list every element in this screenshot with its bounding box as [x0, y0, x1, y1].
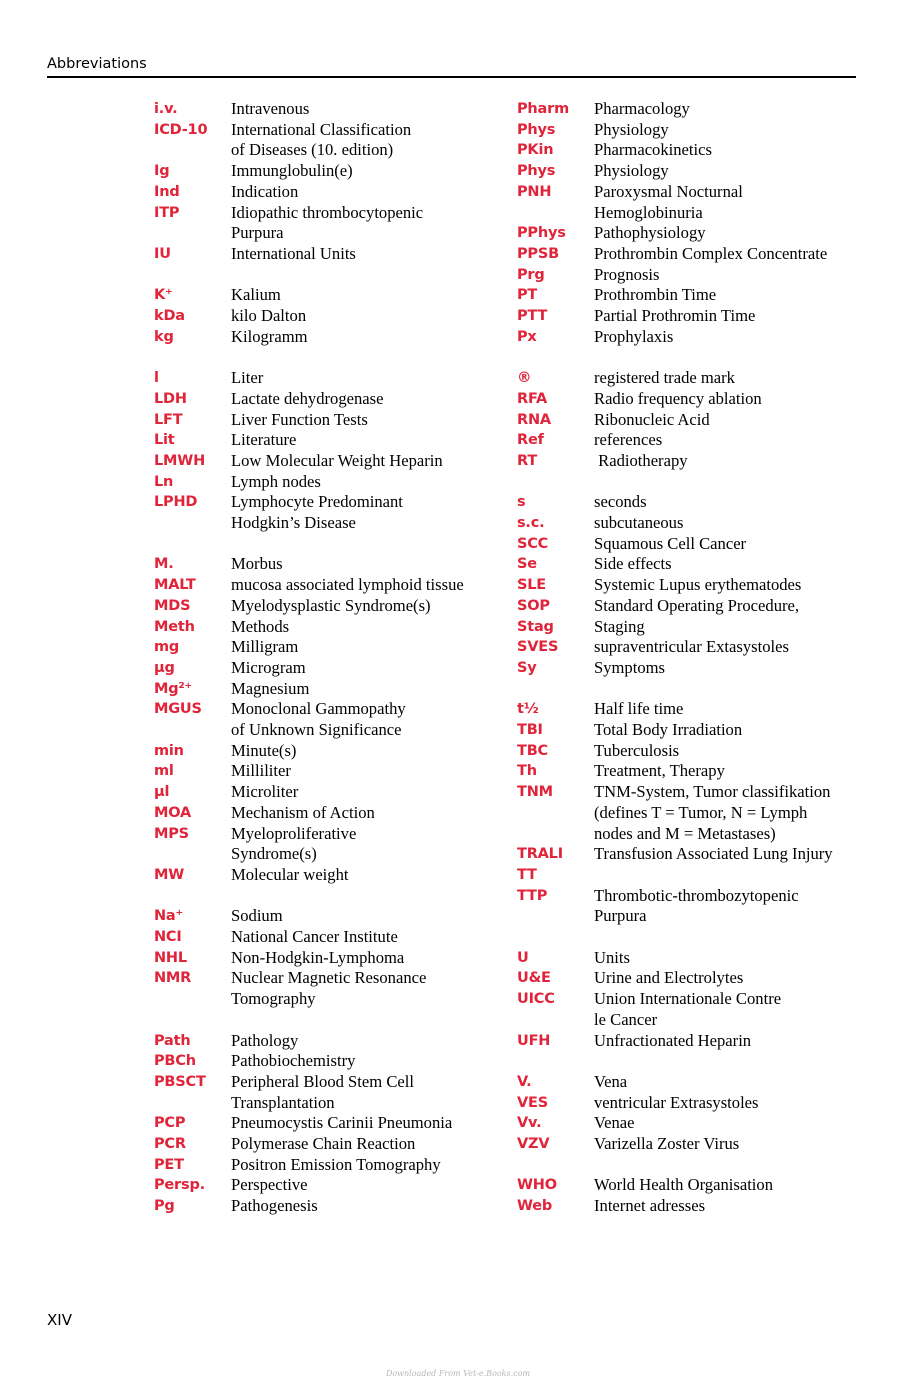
abbreviation-term: V.: [517, 1073, 532, 1090]
abbreviation-entry: [517, 513, 877, 534]
abbreviation-definition: Lactate dehydrogenase: [231, 388, 384, 408]
abbreviation-definition: Liter: [231, 368, 264, 388]
abbreviation-definition: kilo Dalton: [231, 306, 307, 326]
abbreviation-entry: [154, 824, 504, 865]
abbreviation-definition: Half life time: [594, 699, 684, 719]
abbreviation-definition: Milliliter: [231, 761, 291, 781]
abbreviation-definition: Thrombotic-thrombozytopenic Purpura: [594, 885, 799, 926]
abbreviation-entry: [154, 430, 504, 451]
abbreviation-definition: Ribonucleic Acid: [594, 409, 710, 429]
abbreviation-definition: Radio frequency ablation: [594, 388, 762, 408]
abbreviation-entry: [154, 1175, 504, 1196]
abbreviation-definition: Peripheral Blood Stem Cell Transplantation: [231, 1071, 414, 1112]
abbreviation-entry: [517, 720, 877, 741]
abbreviation-entry: [517, 223, 877, 244]
abbreviation-entry: [154, 617, 504, 638]
abbreviation-entry: [154, 1134, 504, 1155]
abbreviation-term: VES: [517, 1094, 548, 1111]
abbreviation-entry: [154, 182, 504, 203]
abbreviation-definition: Pneumocystis Carinii Pneumonia: [231, 1113, 453, 1133]
abbreviation-term: PCR: [154, 1136, 186, 1153]
abbreviation-term: ®: [517, 370, 532, 387]
abbreviation-definition: World Health Organisation: [594, 1175, 774, 1195]
abbreviation-definition: Intravenous: [231, 99, 310, 118]
abbreviation-entry: [154, 948, 504, 969]
abbreviation-term: SCC: [517, 535, 549, 552]
abbreviation-definition: subcutaneous: [594, 513, 684, 533]
abbreviation-definition: TNM-System, Tumor classifikation (defines T = Tumor, N = Lymph nodes and M = Metastases): [594, 782, 831, 843]
abbreviation-term: µl: [154, 784, 170, 801]
abbreviation-definition: Methods: [231, 616, 290, 636]
abbreviation-term: MGUS: [154, 701, 202, 718]
abbreviation-definition: Units: [594, 947, 630, 967]
abbreviation-definition: Literature: [231, 430, 297, 450]
abbreviation-term: SOP: [517, 597, 550, 614]
abbreviation-entry: [154, 1031, 504, 1052]
abbreviation-term: Phys: [517, 163, 556, 180]
abbreviation-term: MPS: [154, 825, 189, 842]
abbreviation-entry: [154, 1051, 504, 1072]
abbreviation-term: Prg: [517, 266, 545, 283]
abbreviation-term: UFH: [517, 1032, 551, 1049]
abbreviation-entry: [517, 389, 877, 410]
abbreviation-term: LDH: [154, 390, 187, 407]
abbreviation-entry: [154, 679, 504, 700]
abbreviation-entry: [517, 1072, 877, 1093]
abbreviation-entry: [517, 161, 877, 182]
section-gap: [517, 1155, 877, 1176]
abbreviation-entry: [517, 968, 877, 989]
abbreviation-term: TRALI: [517, 846, 563, 863]
section-gap: [517, 927, 877, 948]
abbreviation-definition: Venae: [594, 1113, 635, 1133]
abbreviation-entry: [517, 637, 877, 658]
abbreviation-entry: [154, 927, 504, 948]
abbreviation-entry: [154, 782, 504, 803]
abbreviation-definition: Microliter: [231, 782, 299, 802]
abbreviation-term: Th: [517, 763, 537, 780]
abbreviation-entry: [154, 906, 504, 927]
abbreviation-definition: Idiopathic thrombocytopenic Purpura: [231, 202, 424, 243]
abbreviation-definition: Union Internationale Contre le Cancer: [594, 989, 782, 1029]
abbreviation-term: RFA: [517, 390, 548, 407]
abbreviation-term: Sy: [517, 659, 537, 676]
abbreviation-entry: [154, 968, 504, 1009]
abbreviation-definition: ventricular Extrasystoles: [594, 1092, 759, 1112]
abbreviation-entry: [517, 451, 877, 472]
section-gap: [517, 472, 877, 493]
abbreviation-term: Meth: [154, 618, 195, 635]
abbreviation-term: PNH: [517, 183, 552, 200]
abbreviation-definition: Pathogenesis: [231, 1196, 318, 1216]
abbreviation-definition: Prothrombin Time: [594, 285, 717, 305]
abbreviation-definition: Pathology: [231, 1030, 299, 1050]
abbreviation-term: U: [517, 949, 529, 966]
abbreviation-entry: [154, 761, 504, 782]
abbreviation-term: PBSCT: [154, 1073, 206, 1090]
abbreviation-definition: Morbus: [231, 554, 283, 574]
abbreviation-definition: Total Body Irradiation: [594, 720, 743, 740]
section-gap: [154, 886, 504, 907]
abbreviation-definition: Polymerase Chain Reaction: [231, 1134, 416, 1154]
abbreviation-entry: [517, 534, 877, 555]
abbreviation-definition: Vena: [594, 1071, 628, 1091]
abbreviation-definition: mucosa associated lymphoid tissue: [231, 575, 464, 595]
page-number: XIV: [47, 1311, 72, 1329]
abbreviation-term: VZV: [517, 1136, 550, 1153]
abbreviation-entry: [517, 1134, 877, 1155]
abbreviation-definition: Pathobiochemistry: [231, 1051, 356, 1071]
abbreviation-term: ICD-10: [154, 121, 208, 138]
abbreviation-term: RNA: [517, 411, 551, 428]
abbreviation-definition: Symptoms: [594, 657, 666, 677]
abbreviation-definition: National Cancer Institute: [231, 927, 398, 947]
abbreviation-entry: [517, 575, 877, 596]
abbreviation-definition: Prognosis: [594, 264, 660, 284]
abbreviation-entry: [517, 99, 877, 120]
abbreviation-term: PPSB: [517, 245, 559, 262]
abbreviation-definition: Lymph nodes: [231, 471, 321, 491]
abbreviation-term: NMR: [154, 970, 192, 987]
abbreviation-entry: [517, 1093, 877, 1114]
abbreviation-definition: International Classification of Diseases (10. edition): [231, 119, 412, 160]
abbreviation-definition: Immunglobulin(e): [231, 161, 353, 181]
abbreviation-term: Mg²⁺: [154, 680, 193, 697]
abbreviation-entry: [517, 285, 877, 306]
abbreviation-entry: [517, 596, 877, 617]
abbreviation-term: Ind: [154, 183, 180, 200]
abbreviation-entry: [154, 285, 504, 306]
abbreviation-entry: [517, 368, 877, 389]
abbreviation-term: PKin: [517, 142, 554, 159]
abbreviation-term: MW: [154, 866, 185, 883]
abbreviation-definition: Liver Function Tests: [231, 409, 368, 429]
abbreviation-term: ITP: [154, 204, 180, 221]
abbreviation-definition: Staging: [594, 616, 645, 636]
download-watermark: Downloaded From Vet-e.Books.com: [385, 1369, 531, 1378]
section-gap: [154, 347, 504, 368]
abbreviation-entry: [154, 244, 504, 265]
abbreviation-definition: Low Molecular Weight Heparin: [231, 450, 443, 470]
abbreviation-term: LPHD: [154, 494, 198, 511]
abbreviation-entry: [517, 699, 877, 720]
abbreviation-definition: Standard Operating Procedure,: [594, 595, 800, 615]
abbreviation-term: t½: [517, 701, 539, 718]
abbreviation-term: SLE: [517, 577, 546, 594]
abbreviation-definition: Side effects: [594, 554, 672, 574]
abbreviation-term: Ref: [517, 432, 544, 449]
abbreviation-entry: [154, 410, 504, 431]
abbreviation-entry: [517, 741, 877, 762]
abbreviation-term: LFT: [154, 411, 183, 428]
abbreviation-definition: Kalium: [231, 285, 281, 305]
abbreviation-definition: seconds: [594, 492, 647, 512]
abbreviation-term: LMWH: [154, 452, 205, 469]
abbreviation-entry: [154, 306, 504, 327]
abbreviation-entry: [517, 989, 877, 1030]
abbreviation-definition: Magnesium: [231, 678, 310, 698]
abbreviation-definition: Prophylaxis: [594, 326, 674, 346]
section-gap: [517, 679, 877, 700]
abbreviation-term: kDa: [154, 308, 185, 325]
abbreviation-entry: [154, 658, 504, 679]
abbreviation-entry: [517, 327, 877, 348]
section-gap: [154, 265, 504, 286]
header-rule: [47, 76, 856, 78]
abbreviation-definition: Paroxysmal Nocturnal Hemoglobinuria: [594, 181, 743, 222]
abbreviation-entry: [517, 948, 877, 969]
section-gap: [154, 1010, 504, 1031]
abbreviation-entry: [517, 265, 877, 286]
abbreviation-entry: [154, 492, 504, 533]
abbreviation-term: PET: [154, 1156, 184, 1173]
abbreviation-term: Web: [517, 1198, 553, 1215]
abbreviation-term: NCI: [154, 929, 182, 946]
abbreviation-definition: Microgram: [231, 657, 306, 677]
abbreviation-entry: [154, 741, 504, 762]
abbreviation-entry: [154, 451, 504, 472]
abbreviation-entry: [517, 886, 877, 927]
abbreviation-definition: Squamous Cell Cancer: [594, 533, 747, 553]
abbreviation-entry: [517, 617, 877, 638]
abbreviation-definition: Transfusion Associated Lung Injury: [594, 844, 833, 864]
abbreviation-entry: [154, 699, 504, 740]
abbreviation-definition: Non-Hodgkin-Lymphoma: [231, 947, 405, 967]
abbreviation-definition: Molecular weight: [231, 864, 349, 884]
abbreviation-entry: [154, 1196, 504, 1217]
abbreviation-entry: [154, 472, 504, 493]
abbreviation-definition: International Units: [231, 243, 356, 263]
abbreviation-term: l: [154, 370, 159, 387]
abbreviation-entry: [154, 161, 504, 182]
abbreviation-entry: [517, 554, 877, 575]
abbreviation-definition: Indication: [231, 181, 299, 201]
abbreviation-term: IU: [154, 245, 171, 262]
abbreviation-entry: [154, 803, 504, 824]
abbreviation-term: s: [517, 494, 526, 511]
abbreviation-definition: Urine and Electrolytes: [594, 968, 744, 988]
abbreviation-term: RT: [517, 452, 538, 469]
abbreviation-term: Persp.: [154, 1177, 205, 1194]
abbreviation-term: Pg: [154, 1198, 175, 1215]
abbreviation-definition: Varizella Zoster Virus: [594, 1134, 740, 1154]
abbreviation-entry: [154, 637, 504, 658]
abbreviation-term: Ig: [154, 163, 170, 180]
abbreviation-column-left: [154, 99, 504, 1217]
abbreviation-entry: [517, 306, 877, 327]
abbreviation-definition: Pharmacokinetics: [594, 140, 712, 160]
abbreviation-term: PBCh: [154, 1053, 196, 1070]
abbreviation-entry: [154, 1113, 504, 1134]
abbreviation-term: PPhys: [517, 225, 566, 242]
abbreviation-entry: [154, 575, 504, 596]
abbreviation-entry: [154, 99, 504, 120]
abbreviation-definition: Milligram: [231, 637, 299, 657]
abbreviation-definition: supraventricular Extasystoles: [594, 637, 789, 657]
abbreviation-definition: Myelodysplastic Syndrome(s): [231, 595, 431, 615]
abbreviation-term: kg: [154, 328, 174, 345]
abbreviation-term: M.: [154, 556, 174, 573]
abbreviation-definition: Partial Prothromin Time: [594, 306, 756, 326]
abbreviation-term: PCP: [154, 1115, 186, 1132]
abbreviation-term: MOA: [154, 804, 191, 821]
abbreviation-term: i.v.: [154, 101, 178, 117]
abbreviation-entry: [517, 430, 877, 451]
abbreviation-definition: Systemic Lupus erythematodes: [594, 575, 802, 595]
abbreviation-definition: Physiology: [594, 161, 669, 181]
abbreviation-entry: [517, 865, 877, 886]
abbreviation-entry: [154, 1072, 504, 1113]
abbreviation-term: Ln: [154, 473, 174, 490]
abbreviation-term: WHO: [517, 1177, 557, 1194]
abbreviation-definition: Monoclonal Gammopathy of Unknown Significance: [231, 699, 406, 740]
abbreviation-term: Na⁺: [154, 908, 183, 925]
abbreviation-definition: Unfractionated Heparin: [594, 1030, 752, 1050]
abbreviation-term: TTP: [517, 887, 548, 904]
abbreviation-entry: [154, 203, 504, 244]
abbreviation-column-right: [517, 99, 877, 1217]
abbreviation-term: UICC: [517, 991, 555, 1008]
abbreviation-entry: [154, 865, 504, 886]
abbreviation-definition: Treatment, Therapy: [594, 761, 725, 781]
abbreviation-entry: [154, 554, 504, 575]
abbreviation-entry: [517, 244, 877, 265]
abbreviation-entry: [517, 844, 877, 865]
abbreviation-entry: [517, 410, 877, 431]
abbreviation-term: Stag: [517, 618, 554, 635]
abbreviation-term: min: [154, 742, 184, 759]
abbreviation-term: TT: [517, 866, 537, 883]
abbreviation-entry: [517, 761, 877, 782]
abbreviation-definition: Nuclear Magnetic Resonance Tomography: [231, 968, 427, 1009]
abbreviation-definition: Minute(s): [231, 740, 297, 760]
abbreviation-term: SVES: [517, 639, 559, 656]
abbreviation-term: Phys: [517, 121, 556, 138]
abbreviation-entry: [517, 782, 877, 844]
abbreviation-entry: [154, 596, 504, 617]
abbreviation-term: MALT: [154, 577, 196, 594]
abbreviation-term: Pharm: [517, 101, 569, 117]
abbreviation-definition: Perspective: [231, 1175, 308, 1195]
abbreviation-definition: Pathophysiology: [594, 223, 706, 243]
abbreviation-term: PTT: [517, 308, 548, 325]
running-header: Abbreviations: [47, 56, 147, 72]
abbreviation-entry: [154, 1155, 504, 1176]
abbreviation-term: Px: [517, 328, 537, 345]
abbreviation-term: mg: [154, 639, 180, 656]
abbreviation-entry: [517, 1196, 877, 1217]
abbreviation-term: PT: [517, 287, 538, 304]
abbreviation-term: U&E: [517, 970, 551, 987]
abbreviation-term: TBC: [517, 742, 548, 759]
abbreviation-term: TNM: [517, 784, 553, 801]
abbreviation-term: Vv.: [517, 1115, 542, 1132]
abbreviation-entry: [517, 492, 877, 513]
abbreviation-definition: Lymphocyte Predominant Hodgkin’s Disease: [231, 492, 403, 533]
abbreviation-term: TBI: [517, 722, 543, 739]
abbreviation-entry: [154, 389, 504, 410]
abbreviation-term: Lit: [154, 432, 175, 449]
abbreviation-definition: Myeloproliferative Syndrome(s): [231, 823, 357, 864]
abbreviation-entry: [517, 658, 877, 679]
section-gap: [154, 534, 504, 555]
abbreviation-term: NHL: [154, 949, 187, 966]
abbreviation-term: µg: [154, 659, 175, 676]
abbreviation-term: ml: [154, 763, 174, 780]
abbreviation-definition: registered trade mark: [594, 368, 735, 388]
abbreviation-definition: Physiology: [594, 119, 669, 139]
abbreviation-entry: [517, 140, 877, 161]
abbreviation-definition: references: [594, 430, 663, 450]
abbreviation-definition: Mechanism of Action: [231, 802, 375, 822]
section-gap: [517, 1051, 877, 1072]
abbreviation-definition: Tuberculosis: [594, 740, 680, 760]
abbreviation-term: Se: [517, 556, 537, 573]
abbreviation-entry: [517, 1113, 877, 1134]
abbreviation-definition: Radiotherapy: [594, 450, 688, 470]
abbreviation-entry: [517, 1031, 877, 1052]
section-gap: [517, 347, 877, 368]
abbreviation-definition: Pharmacology: [594, 99, 690, 118]
abbreviation-entry: [517, 1175, 877, 1196]
abbreviation-entry: [517, 120, 877, 141]
abbreviation-definition: Kilogramm: [231, 326, 308, 346]
abbreviation-definition: Prothrombin Complex Concentrate: [594, 243, 828, 263]
abbreviation-term: K⁺: [154, 287, 173, 304]
abbreviation-term: s.c.: [517, 515, 545, 532]
abbreviation-entry: [154, 368, 504, 389]
abbreviation-term: Path: [154, 1032, 191, 1049]
abbreviation-definition: Internet adresses: [594, 1196, 706, 1216]
abbreviation-entry: [154, 120, 504, 161]
abbreviation-definition: Sodium: [231, 906, 283, 926]
abbreviation-term: MDS: [154, 597, 191, 614]
abbreviation-definition: Positron Emission Tomography: [231, 1154, 441, 1174]
abbreviation-entry: [154, 327, 504, 348]
abbreviation-entry: [517, 182, 877, 223]
